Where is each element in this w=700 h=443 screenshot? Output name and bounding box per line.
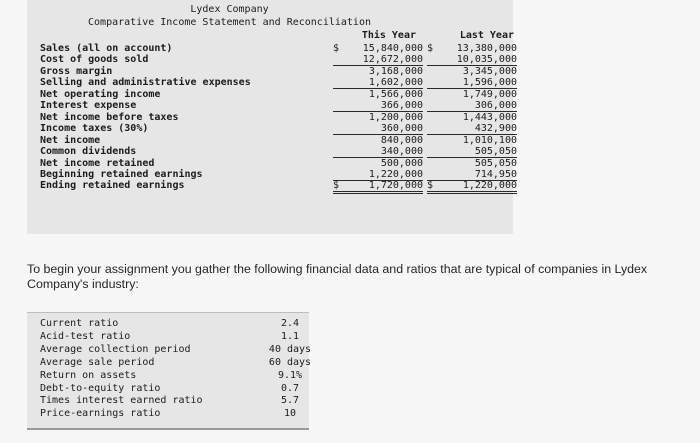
statement-row — [40, 180, 517, 193]
ratio-value: 1.1 — [280, 330, 300, 342]
row-label: Common dividends — [40, 146, 137, 158]
amount: 505,050 — [474, 157, 517, 169]
intro-paragraph: To begin your assignment you gather the following financial data and ratios that are typical of companies in Lydex Company's industry: — [27, 262, 648, 291]
amount: 1,720,000 — [368, 180, 423, 192]
last-year-value — [427, 100, 517, 112]
company-name: Lydex Company — [190, 4, 269, 15]
ratio-row — [40, 370, 305, 383]
ratio-label: Current ratio — [40, 318, 119, 329]
last-year-value — [427, 77, 517, 89]
last-year-value — [427, 169, 517, 181]
amount: 500,000 — [380, 157, 423, 169]
currency-symbol: $ — [427, 180, 434, 192]
this-year-value — [333, 180, 423, 194]
this-year-value — [333, 66, 423, 77]
amount: 1,200,000 — [368, 111, 423, 123]
ratio-row — [40, 343, 312, 357]
last-year-value — [427, 43, 517, 54]
ratio-row — [40, 383, 305, 396]
ratio-value: 2.4 — [280, 318, 300, 329]
amount: 1,749,000 — [462, 88, 517, 100]
this-year-value — [333, 43, 423, 54]
ratio-row — [40, 331, 305, 344]
industry-ratios-panel — [27, 312, 312, 430]
ratio-row — [40, 408, 305, 421]
this-year-value — [333, 135, 423, 146]
ratio-value: 40 days — [268, 343, 312, 355]
ratio-value: 0.7 — [280, 382, 300, 394]
column-header-row — [40, 30, 514, 43]
amount: 840,000 — [380, 134, 423, 146]
ratio-value: 60 days — [268, 356, 312, 368]
amount: 1,566,000 — [368, 88, 423, 100]
this-year-header: This Year — [361, 30, 416, 41]
this-year-value — [333, 112, 423, 123]
last-year-value — [427, 146, 517, 158]
amount: 15,840,000 — [362, 43, 423, 54]
last-year-header: Last Year — [459, 30, 514, 41]
amount: 13,380,000 — [456, 43, 517, 54]
income-statement-panel — [27, 0, 517, 234]
this-year-value — [333, 54, 423, 66]
row-label: Ending retained earnings — [40, 180, 185, 192]
last-year-value — [427, 54, 517, 66]
row-label: Net income retained — [40, 157, 155, 169]
last-year-value — [427, 123, 517, 135]
last-year-value — [427, 112, 517, 123]
ratio-label: Return on assets — [40, 369, 137, 381]
amount: 1,443,000 — [462, 111, 517, 123]
row-label: Sales (all on account) — [40, 43, 173, 54]
row-label: Beginning retained earnings — [40, 168, 203, 180]
ratio-row — [40, 318, 305, 331]
this-year-value — [333, 77, 423, 89]
amount: 505,050 — [474, 146, 517, 158]
last-year-value — [427, 180, 517, 194]
row-label: Income taxes (30%) — [40, 123, 149, 135]
amount: 360,000 — [380, 123, 423, 135]
row-label: Selling and administrative expenses — [40, 77, 251, 89]
last-year-value — [427, 158, 517, 169]
amount: 3,345,000 — [462, 65, 517, 77]
amount: 10,035,000 — [456, 54, 517, 66]
ratio-label: Debt-to-equity ratio — [40, 382, 161, 394]
amount: 714,950 — [474, 168, 517, 180]
amount: 1,220,000 — [368, 168, 423, 180]
amount: 3,168,000 — [368, 65, 423, 77]
this-year-value — [333, 158, 423, 169]
currency-symbol: $ — [427, 43, 434, 54]
currency-symbol: $ — [333, 180, 340, 192]
statement-title: Comparative Income Statement and Reconciliation — [88, 17, 371, 28]
row-label: Gross margin — [40, 65, 113, 77]
row-label: Net income — [40, 134, 101, 146]
amount: 340,000 — [380, 146, 423, 158]
this-year-value — [333, 100, 423, 112]
amount: 1,220,000 — [462, 180, 517, 192]
amount: 1,602,000 — [368, 77, 423, 89]
amount: 1,596,000 — [462, 77, 517, 89]
last-year-value — [427, 89, 517, 100]
ratio-label: Price-earnings ratio — [40, 408, 161, 420]
ratio-label: Acid-test ratio — [40, 330, 131, 342]
panel-bottom-rule — [27, 428, 309, 430]
ratio-label: Times interest earned ratio — [40, 395, 203, 407]
row-label: Interest expense — [40, 100, 137, 112]
ratio-value: 9.1% — [277, 369, 303, 381]
this-year-value — [333, 146, 423, 158]
this-year-value — [333, 123, 423, 135]
ratio-label: Average sale period — [40, 356, 155, 368]
amount: 1,010,100 — [462, 134, 517, 146]
this-year-value — [333, 169, 423, 181]
last-year-value — [427, 66, 517, 77]
row-label: Net operating income — [40, 88, 161, 100]
panel-top-rule — [27, 312, 309, 313]
row-label: Net income before taxes — [40, 111, 179, 123]
ratio-value: 10 — [283, 408, 297, 420]
amount: 12,672,000 — [362, 54, 423, 66]
last-year-value — [427, 135, 517, 146]
ratio-row — [40, 356, 312, 370]
amount: 366,000 — [380, 100, 423, 112]
currency-symbol: $ — [333, 43, 340, 54]
amount: 306,000 — [474, 100, 517, 112]
ratio-row — [40, 395, 305, 408]
this-year-value — [333, 89, 423, 100]
ratio-label: Average collection period — [40, 343, 191, 355]
ratio-value: 5.7 — [280, 395, 300, 407]
row-label: Cost of goods sold — [40, 54, 149, 66]
amount: 432,900 — [474, 123, 517, 135]
